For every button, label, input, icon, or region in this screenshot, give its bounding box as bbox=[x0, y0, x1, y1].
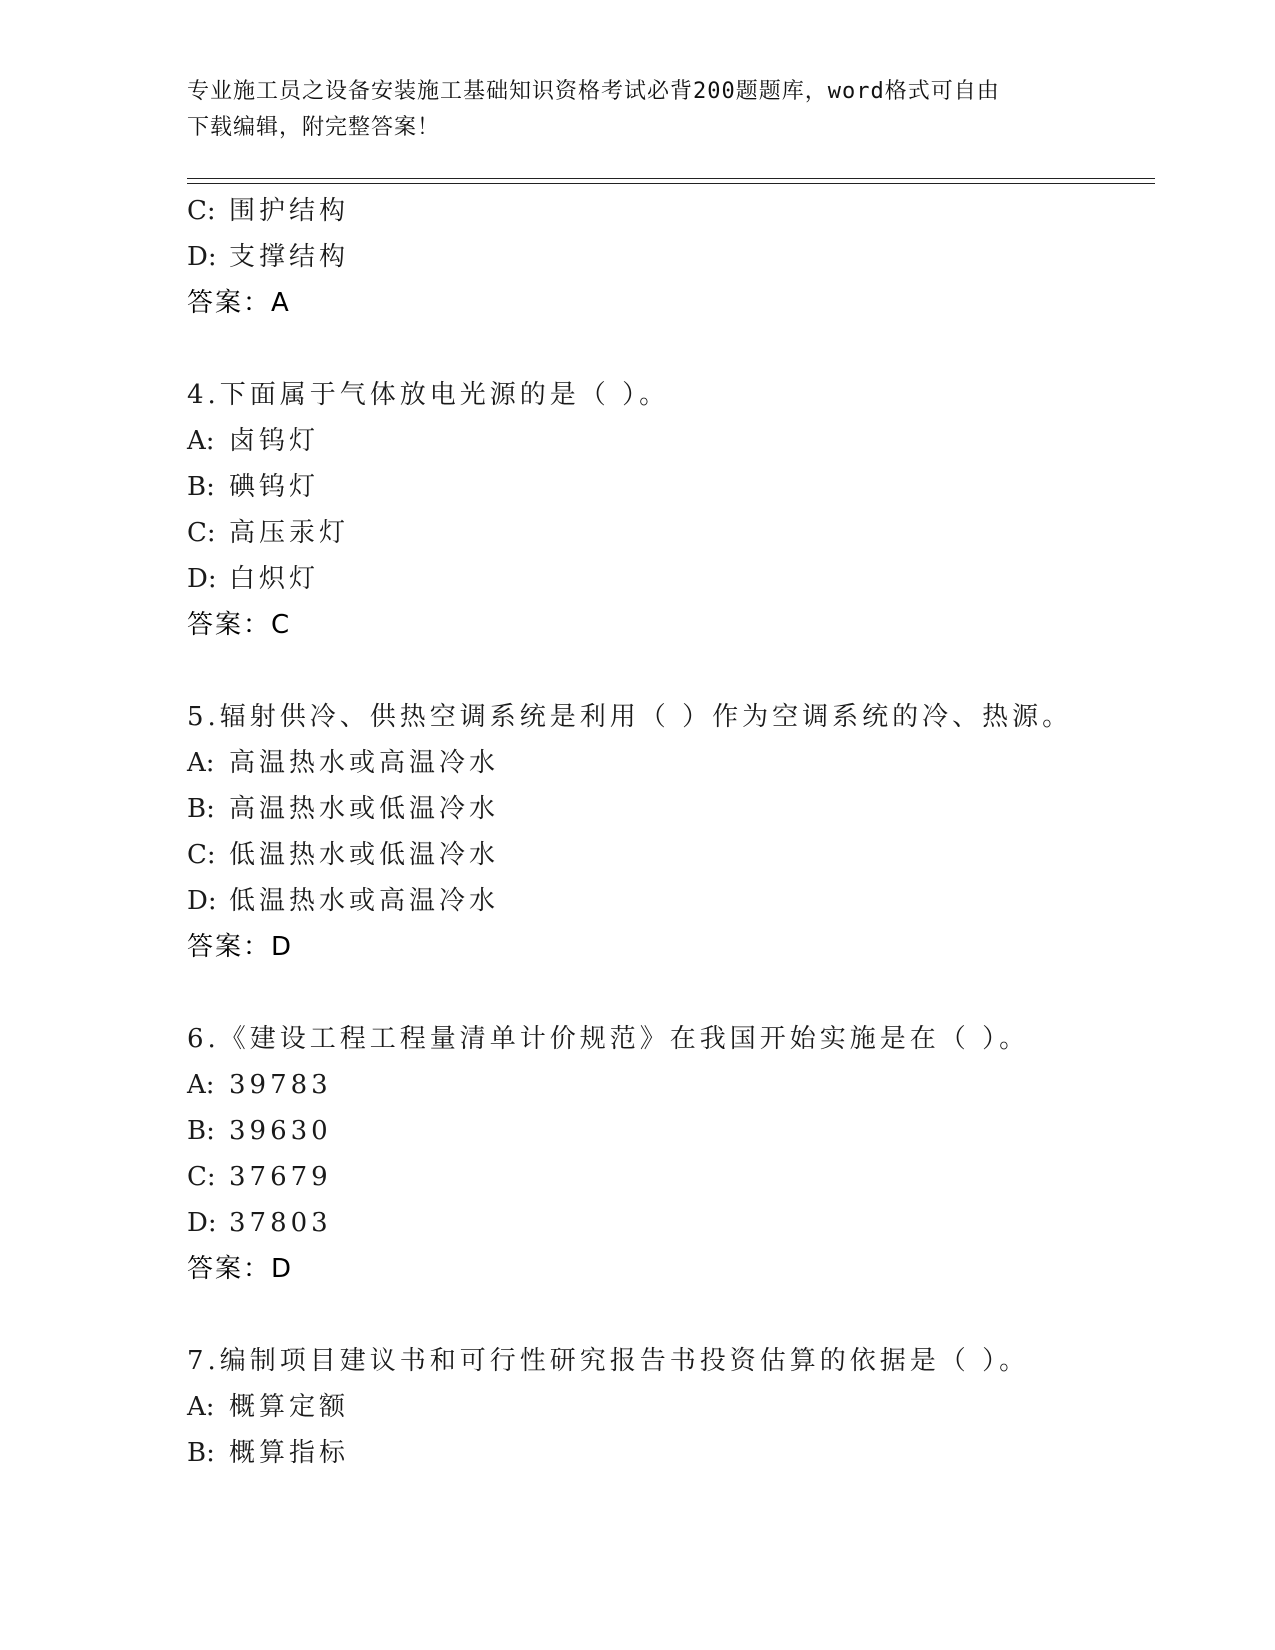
spacer bbox=[187, 970, 1187, 1016]
option-text: 概算指标 bbox=[229, 1438, 350, 1468]
option-d bbox=[187, 234, 1187, 280]
answer-3: 答案：A bbox=[187, 288, 291, 318]
option-letter: A: bbox=[187, 1070, 215, 1100]
option-text: 卤钨灯 bbox=[229, 426, 320, 456]
option-text: 围护结构 bbox=[229, 196, 350, 226]
answer-4: 答案：C bbox=[187, 610, 292, 640]
option-text: 37679 bbox=[229, 1162, 332, 1192]
option-letter: A: bbox=[187, 426, 215, 456]
spacer bbox=[187, 326, 1187, 372]
option-letter: C: bbox=[187, 840, 216, 870]
option-a bbox=[187, 1062, 1187, 1108]
option-letter: B: bbox=[187, 1438, 215, 1468]
option-letter: B: bbox=[187, 472, 215, 502]
question-6: 6.《建设工程工程量清单计价规范》在我国开始实施是在（ ）。 bbox=[187, 1024, 1030, 1054]
option-letter: C: bbox=[187, 518, 216, 548]
option-d bbox=[187, 878, 1187, 924]
option-a bbox=[187, 1384, 1187, 1430]
header-line-2: 下载编辑，附完整答案！ bbox=[187, 115, 441, 140]
option-letter: D: bbox=[187, 242, 217, 272]
question-list bbox=[187, 188, 1187, 1476]
option-text: 支撑结构 bbox=[229, 242, 350, 272]
option-c bbox=[187, 188, 1187, 234]
option-text: 概算定额 bbox=[229, 1392, 350, 1422]
option-letter: B: bbox=[187, 794, 215, 824]
spacer bbox=[187, 1292, 1187, 1338]
spacer bbox=[187, 648, 1187, 694]
header-rule-bottom bbox=[187, 183, 1155, 184]
option-c bbox=[187, 1154, 1187, 1200]
answer-5: 答案：D bbox=[187, 932, 294, 962]
option-a bbox=[187, 740, 1187, 786]
question-4: 4.下面属于气体放电光源的是（ ）。 bbox=[187, 380, 670, 410]
option-letter: D: bbox=[187, 1208, 217, 1238]
option-b bbox=[187, 1430, 1187, 1476]
option-b bbox=[187, 786, 1187, 832]
option-text: 39630 bbox=[229, 1116, 332, 1146]
option-text: 低温热水或低温冷水 bbox=[229, 840, 500, 870]
option-d bbox=[187, 1200, 1187, 1246]
option-b bbox=[187, 1108, 1187, 1154]
header-rule-top bbox=[187, 178, 1155, 179]
option-text: 高压汞灯 bbox=[229, 518, 350, 548]
option-c bbox=[187, 832, 1187, 878]
option-b bbox=[187, 464, 1187, 510]
option-c bbox=[187, 510, 1187, 556]
answer-6: 答案：D bbox=[187, 1254, 294, 1284]
option-letter: C: bbox=[187, 196, 216, 226]
option-text: 39783 bbox=[229, 1070, 332, 1100]
option-letter: C: bbox=[187, 1162, 216, 1192]
option-letter: D: bbox=[187, 564, 217, 594]
option-a bbox=[187, 418, 1187, 464]
header-line-1: 专业施工员之设备安装施工基础知识资格考试必背200题题库，word格式可自由 bbox=[187, 79, 1000, 104]
option-text: 37803 bbox=[229, 1208, 332, 1238]
question-5: 5.辐射供冷、供热空调系统是利用（ ）作为空调系统的冷、热源。 bbox=[187, 702, 1073, 732]
option-letter: B: bbox=[187, 1116, 215, 1146]
option-letter: D: bbox=[187, 886, 217, 916]
option-letter: A: bbox=[187, 748, 215, 778]
option-text: 白炽灯 bbox=[229, 564, 320, 594]
question-7: 7.编制项目建议书和可行性研究报告书投资估算的依据是（ ）。 bbox=[187, 1346, 1030, 1376]
option-d bbox=[187, 556, 1187, 602]
option-text: 低温热水或高温冷水 bbox=[229, 886, 500, 916]
document-header bbox=[187, 74, 1067, 146]
option-text: 高温热水或高温冷水 bbox=[229, 748, 500, 778]
option-letter: A: bbox=[187, 1392, 215, 1422]
option-text: 高温热水或低温冷水 bbox=[229, 794, 500, 824]
option-text: 碘钨灯 bbox=[229, 472, 320, 502]
